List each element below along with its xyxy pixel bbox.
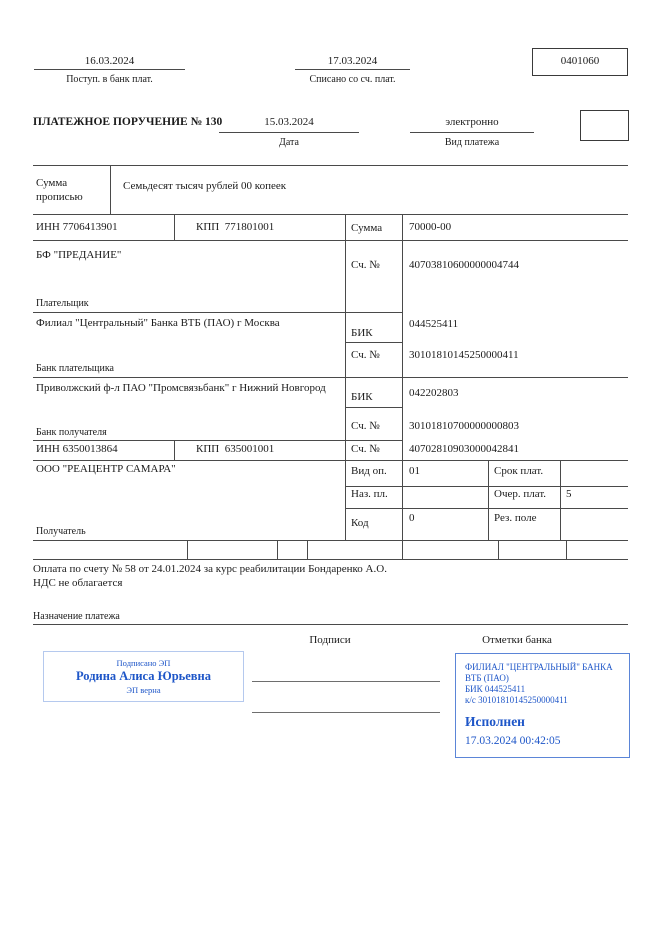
payment-kind: электронно — [445, 116, 499, 128]
table-line — [174, 214, 175, 240]
document-date-line — [219, 132, 359, 133]
table-line — [560, 460, 561, 540]
amount-label: Сумма — [351, 222, 383, 234]
payer-bank-name: Филиал "Центральный" Банка ВТБ (ПАО) г Москва — [36, 317, 280, 329]
op-type-label: Вид оп. — [351, 465, 387, 477]
table-line — [345, 342, 402, 343]
received-in-bank-label: Поступ. в банк плат. — [66, 74, 153, 85]
payee-label: Получатель — [36, 526, 86, 537]
table-line — [345, 486, 628, 487]
bank-stamp-corr: к/с 30101810145250000411 — [465, 695, 568, 705]
payee-kpp: КПП 635001001 — [196, 443, 275, 455]
code-value: 0 — [409, 512, 415, 524]
form-code: 0401060 — [560, 55, 600, 67]
payer-bank-label: Банк плательщика — [36, 363, 114, 374]
bank-marks-title: Отметки банка — [482, 634, 552, 646]
payee-bank-bik-label: БИК — [351, 391, 373, 403]
payee-bank-bik: 042202803 — [409, 387, 459, 399]
purpose-line1: Оплата по счету № 58 от 24.01.2024 за курс реабилитации Бондаренко А.О. — [33, 563, 387, 575]
bank-stamp-bik: БИК 044525411 — [465, 684, 526, 694]
payer-bank-bik-label: БИК — [351, 327, 373, 339]
table-line — [488, 460, 489, 540]
bank-stamp — [455, 653, 630, 758]
purpose-label: Назначение платежа — [33, 611, 120, 622]
table-line — [33, 460, 628, 461]
payer-bank-corr-label: Сч. № — [351, 349, 380, 361]
purpose-underline — [33, 624, 628, 625]
purpose-line2: НДС не облагается — [33, 577, 123, 589]
payer-bank-corr-account: 30101810145250000411 — [409, 349, 519, 361]
table-line — [174, 440, 175, 460]
payer-kpp: КПП 771801001 — [196, 221, 275, 233]
debited-date-line — [295, 69, 410, 70]
received-date-line — [34, 69, 185, 70]
document-title: ПЛАТЕЖНОЕ ПОРУЧЕНИЕ № 130 — [33, 116, 223, 128]
signature-line-1 — [252, 681, 440, 682]
amount-in-words: Семьдесят тысяч рублей 00 копеек — [123, 180, 287, 192]
payee-inn: ИНН 6350013864 — [36, 443, 118, 455]
table-line — [33, 214, 628, 215]
table-line — [345, 407, 402, 408]
form-code-box — [532, 48, 628, 76]
payee-account-label: Сч. № — [351, 443, 380, 455]
payee-name: ООО "РЕАЦЕНТР САМАРА" — [36, 463, 176, 475]
code-label: Код — [351, 517, 369, 529]
esign-stamp-line1: Подписано ЭП — [116, 658, 171, 668]
bank-stamp-timestamp: 17.03.2024 00:42:05 — [465, 735, 561, 747]
table-line — [402, 540, 403, 559]
table-line — [33, 165, 628, 166]
bank-stamp-line1: ФИЛИАЛ "ЦЕНТРАЛЬНЫЙ" БАНКА — [465, 662, 613, 672]
amount-in-words-label: Сумма прописью — [36, 177, 83, 203]
amount-value: 70000-00 — [409, 221, 452, 233]
table-line — [110, 165, 111, 214]
table-line — [345, 214, 346, 540]
document-date: 15.03.2024 — [264, 116, 314, 128]
bank-stamp-line2: ВТБ (ПАО) — [465, 673, 509, 683]
document-date-label: Дата — [279, 137, 299, 148]
payer-account: 40703810600000004744 — [409, 259, 519, 271]
signature-line-2 — [252, 712, 440, 713]
table-line — [566, 540, 567, 559]
signatures-title: Подписи — [309, 634, 351, 646]
table-line — [33, 540, 628, 541]
table-line — [33, 559, 628, 560]
table-line — [33, 440, 402, 441]
table-line — [33, 377, 628, 378]
table-line — [33, 240, 628, 241]
table-line — [345, 508, 628, 509]
payment-kind-label: Вид платежа — [444, 137, 500, 148]
debited-label: Списано со сч. плат. — [309, 74, 396, 85]
payee-bank-label: Банк получателя — [36, 427, 107, 438]
payer-name: БФ "ПРЕДАНИЕ" — [36, 249, 122, 261]
esign-stamp — [43, 651, 244, 702]
esign-stamp-line3: ЭП верна — [126, 685, 161, 695]
payer-label: Плательщик — [36, 298, 89, 309]
table-line — [187, 540, 188, 559]
payee-bank-corr-account: 30101810700000000803 — [409, 420, 519, 432]
payee-bank-name: Приволжский ф-л ПАО "Промсвязьбанк" г Нижний Новгород — [36, 382, 326, 394]
table-line — [277, 540, 278, 559]
due-date-label: Срок плат. — [494, 465, 544, 477]
payer-inn: ИНН 7706413901 — [36, 221, 118, 233]
payment-kind-line — [410, 132, 534, 133]
order-label: Очер. плат. — [494, 488, 547, 500]
op-type-value: 01 — [409, 465, 420, 477]
payer-account-label: Сч. № — [351, 259, 380, 271]
esign-stamp-name: Родина Алиса Юрьевна — [75, 669, 212, 683]
table-line — [33, 312, 402, 313]
reserve-field-label: Рез. поле — [494, 512, 537, 524]
payee-bank-corr-label: Сч. № — [351, 420, 380, 432]
table-line — [307, 540, 308, 559]
order-value: 5 — [566, 488, 572, 500]
status-code-box — [580, 110, 629, 141]
table-line — [498, 540, 499, 559]
received-in-bank-date: 16.03.2024 — [84, 55, 135, 67]
payee-account: 40702810903000042841 — [409, 443, 519, 455]
payer-bank-bik: 044525411 — [409, 318, 459, 330]
bank-stamp-status: Исполнен — [465, 714, 525, 729]
purpose-code-label: Наз. пл. — [351, 488, 388, 500]
debited-date: 17.03.2024 — [327, 55, 378, 67]
table-line — [402, 214, 403, 540]
